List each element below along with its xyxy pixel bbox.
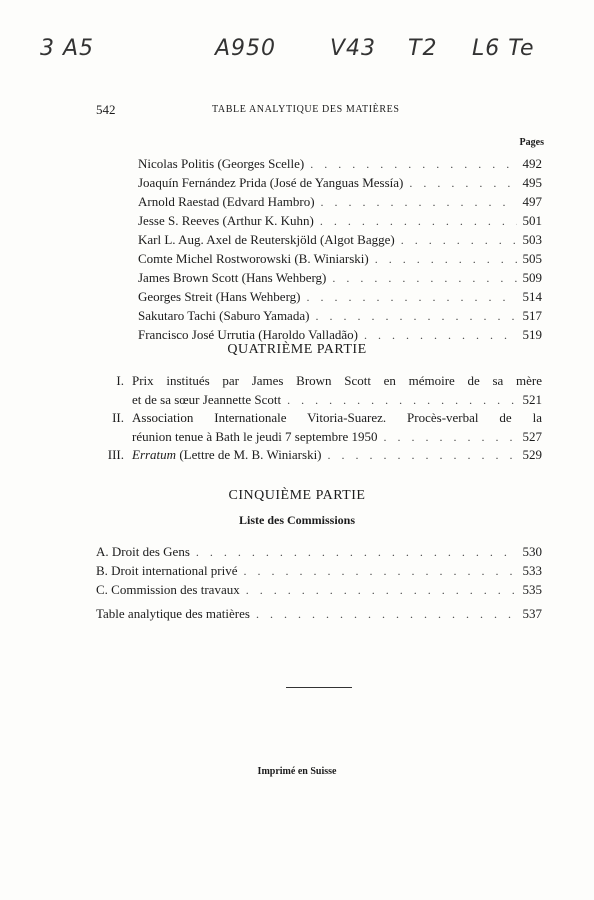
handwritten-note: A950 xyxy=(215,36,277,61)
toc-entry-title: Arnold Raestad (Edvard Hambro) xyxy=(138,194,315,209)
toc-entry-page: 535 xyxy=(522,582,542,597)
toc-entry xyxy=(138,211,542,231)
part5-subtitle: Liste des Commissions xyxy=(238,513,355,527)
page-number: 542 xyxy=(96,102,116,117)
toc-entry-title: Karl L. Aug. Axel de Reuterskjöld (Algot Bagge) xyxy=(138,232,395,247)
toc-entry-title: Joaquín Fernández Prida (José de Yanguas Messía) xyxy=(138,175,404,190)
toc-entry xyxy=(138,192,542,212)
toc-entry-page: 533 xyxy=(522,563,542,578)
toc-entry xyxy=(138,230,542,250)
toc-entry-page: 492 xyxy=(522,156,542,171)
toc-entry-title: James Brown Scott (Hans Wehberg) xyxy=(138,270,327,285)
toc-entry xyxy=(138,154,542,174)
toc-entry-title: A. Droit des Gens xyxy=(96,544,190,559)
toc-entry-page: 530 xyxy=(522,544,542,559)
toc-entry-page: 501 xyxy=(522,213,542,228)
leader-dots xyxy=(196,543,517,562)
toc-entry-page: 514 xyxy=(522,289,542,304)
toc-entry-page: 505 xyxy=(522,251,542,266)
handwritten-note: V43 xyxy=(330,36,377,61)
leader-dots xyxy=(315,307,516,326)
entry-text-line: Prix institués par James Brown Scott en mémoire de sa mère xyxy=(132,373,542,388)
leader-dots xyxy=(246,581,517,600)
entry-number: III. xyxy=(107,447,124,462)
handwritten-note: T2 xyxy=(408,36,438,61)
entry-text-line: (Lettre de M. B. Winiarski) xyxy=(176,447,322,462)
page-header xyxy=(0,102,594,118)
entry-number: II. xyxy=(112,410,124,425)
toc-entry-title: Georges Streit (Hans Wehberg) xyxy=(138,289,301,304)
leader-dots xyxy=(321,193,517,212)
toc-entry-title: Jesse S. Reeves (Arthur K. Kuhn) xyxy=(138,213,314,228)
toc-entry-title: Francisco José Urrutia (Haroldo Valladão) xyxy=(138,327,358,342)
leader-dots xyxy=(409,174,516,193)
leader-dots xyxy=(328,446,517,465)
toc-entry-page: 503 xyxy=(522,232,542,247)
handwritten-notes xyxy=(40,36,560,66)
running-title: TABLE ANALYTIQUE DES MATIÈRES xyxy=(212,104,400,115)
toc-entry-page: 527 xyxy=(522,429,542,444)
part5-title: CINQUIÈME PARTIE xyxy=(228,488,366,503)
toc-entry-page: 497 xyxy=(522,194,542,209)
toc-entry xyxy=(96,561,542,581)
toc-entry xyxy=(138,173,542,193)
leader-dots xyxy=(401,231,517,250)
toc-entry-page: 529 xyxy=(522,447,542,462)
entry-text-line: Association Internationale Vitoria-Suarez. Procès-verbal de la xyxy=(132,410,542,425)
leader-dots xyxy=(332,269,516,288)
erratum-label: Erratum xyxy=(132,447,177,462)
handwritten-note: L6 Te xyxy=(472,36,535,61)
toc-entry-page: 517 xyxy=(522,308,542,323)
toc-entry-page: 521 xyxy=(522,392,542,407)
leader-dots xyxy=(375,250,517,269)
toc-entry-page: 509 xyxy=(522,270,542,285)
toc-entry-title: Nicolas Politis (Georges Scelle) xyxy=(138,156,305,171)
part4-entry xyxy=(96,408,542,448)
part4-title: QUATRIÈME PARTIE xyxy=(227,342,367,357)
toc-entry-title: Comte Michel Rostworowski (B. Winiarski) xyxy=(138,251,369,266)
toc-entry-page: 519 xyxy=(522,327,542,342)
entry-text-line: réunion tenue à Bath le jeudi 7 septembre 1950 xyxy=(132,429,378,444)
toc-entry-title: Sakutaro Tachi (Saburo Yamada) xyxy=(138,308,310,323)
toc-entry xyxy=(138,249,542,269)
leader-dots xyxy=(307,288,517,307)
toc-entry xyxy=(96,580,542,600)
toc-entry xyxy=(138,268,542,288)
toc-entry xyxy=(138,306,542,326)
toc-entry-title: Table analytique des matières xyxy=(96,606,250,621)
toc-entry xyxy=(96,604,542,624)
leader-dots xyxy=(320,212,517,231)
entry-number: I. xyxy=(116,373,124,388)
toc-entry xyxy=(96,542,542,562)
toc-entry xyxy=(138,287,542,307)
toc-entry-page: 495 xyxy=(522,175,542,190)
toc-entry-title: C. Commission des travaux xyxy=(96,582,240,597)
toc-entry-page: 537 xyxy=(522,606,542,621)
toc-entry-title: B. Droit international privé xyxy=(96,563,238,578)
part4-entry xyxy=(96,445,542,465)
divider-rule xyxy=(286,687,352,688)
entry-text-line: et de sa sœur Jeannette Scott xyxy=(132,392,282,407)
leader-dots xyxy=(256,605,517,624)
leader-dots xyxy=(244,562,517,581)
leader-dots xyxy=(310,155,516,174)
part4-entry xyxy=(96,371,542,411)
printer-note: Imprimé en Suisse xyxy=(257,766,337,777)
pages-column-label: Pages xyxy=(519,137,544,148)
handwritten-note: 3 A5 xyxy=(40,36,95,61)
